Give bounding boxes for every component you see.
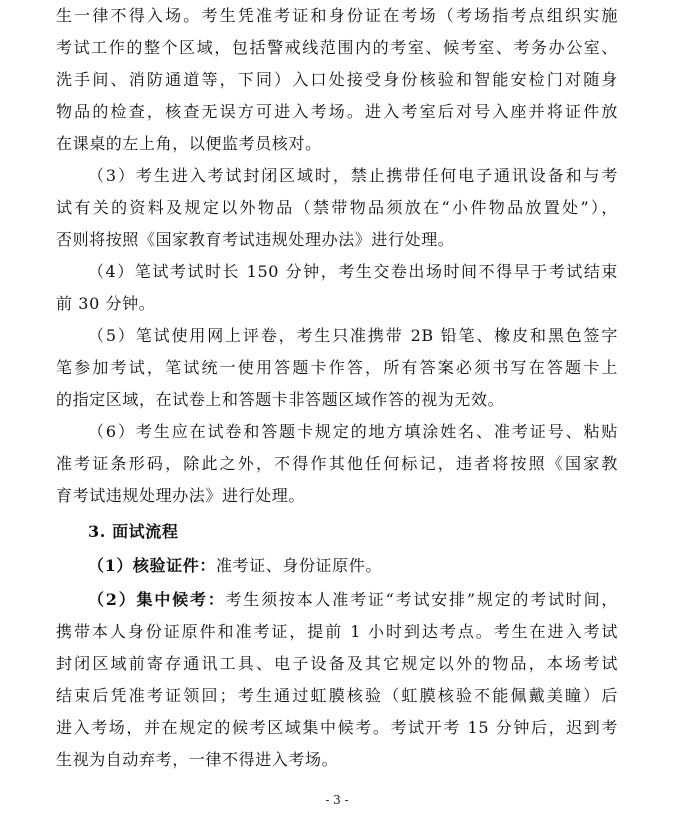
term-text: 准考证、身份证原件。 (215, 556, 382, 575)
text-line: 前 30 分钟。 (56, 294, 156, 313)
text-line: 封闭区域前寄存通讯工具、电子设备及其它规定以外的物品，本场考试 (56, 654, 618, 673)
text-line: （3）考生进入考试封闭区域时，禁止携带任何电子通讯设备和与考 (88, 166, 618, 185)
text-line: 笔参加考试，笔试统一使用答题卡作答，所有答案必须书写在答题卡上 (56, 358, 618, 377)
text-line: 在课桌的左上角，以便监考员核对。 (56, 134, 322, 153)
text-line: 结束后凭准考证领回；考生通过虹膜核验（虹膜核验不能佩戴美瞳）后 (56, 686, 618, 705)
text-line: 准考证条形码，除此之外，不得作其他任何标记，违者将按照《国家教 (56, 454, 618, 473)
text-line (88, 550, 618, 582)
text-line: 物品的检查，核查无误方可进入考场。进入考室后对号入座并将证件放 (56, 102, 618, 121)
text-line: 生一律不得入场。考生凭准考证和身份证在考场（考场指考点组织实施 (56, 6, 618, 25)
text-line: （5）笔试使用网上评卷，考生只准携带 2B 铅笔、橡皮和黑色签字 (88, 326, 618, 345)
text-line: 育考试违规处理办法》进行处理。 (56, 486, 306, 505)
term-text: 考生须按本人准考证“考试安排”规定的考试时间， (225, 590, 618, 609)
section-heading: 3. 面试流程 (88, 522, 179, 541)
text-line: 进入考场，并在规定的候考区域集中候考。考试开考 15 分钟后，迟到考 (56, 718, 618, 737)
text-line: 携带本人身份证原件和准考证，提前 1 小时到达考点。考生在进入考试 (56, 622, 618, 641)
text-line: 洗手间、消防通道等，下同）入口处接受身份核验和智能安检门对随身 (56, 70, 618, 89)
text-line: 考试工作的整个区域，包括警戒线范围内的考室、候考室、考务办公室、 (56, 38, 618, 57)
term-label: （2）集中候考： (88, 590, 226, 609)
text-line: 生视为自动弃考，一律不得进入考场。 (56, 750, 339, 769)
text-line: （6）考生应在试卷和答题卡规定的地方填涂姓名、准考证号、粘贴 (88, 422, 618, 441)
text-line: 的指定区域，在试卷上和答题卡非答题区域作答的视为无效。 (56, 390, 505, 409)
text-line: 否则将按照《国家教育考试违规处理办法》进行处理。 (56, 230, 455, 249)
text-line: （4）笔试考试时长 150 分钟，考生交卷出场时间不得早于考试结束 (88, 262, 618, 281)
page-number: - 3 - (325, 793, 349, 807)
text-line (88, 584, 618, 616)
term-label: （1）核验证件： (88, 556, 216, 575)
text-line: 试有关的资料及规定以外物品（禁带物品须放在“小件物品放置处”）， (56, 198, 618, 217)
